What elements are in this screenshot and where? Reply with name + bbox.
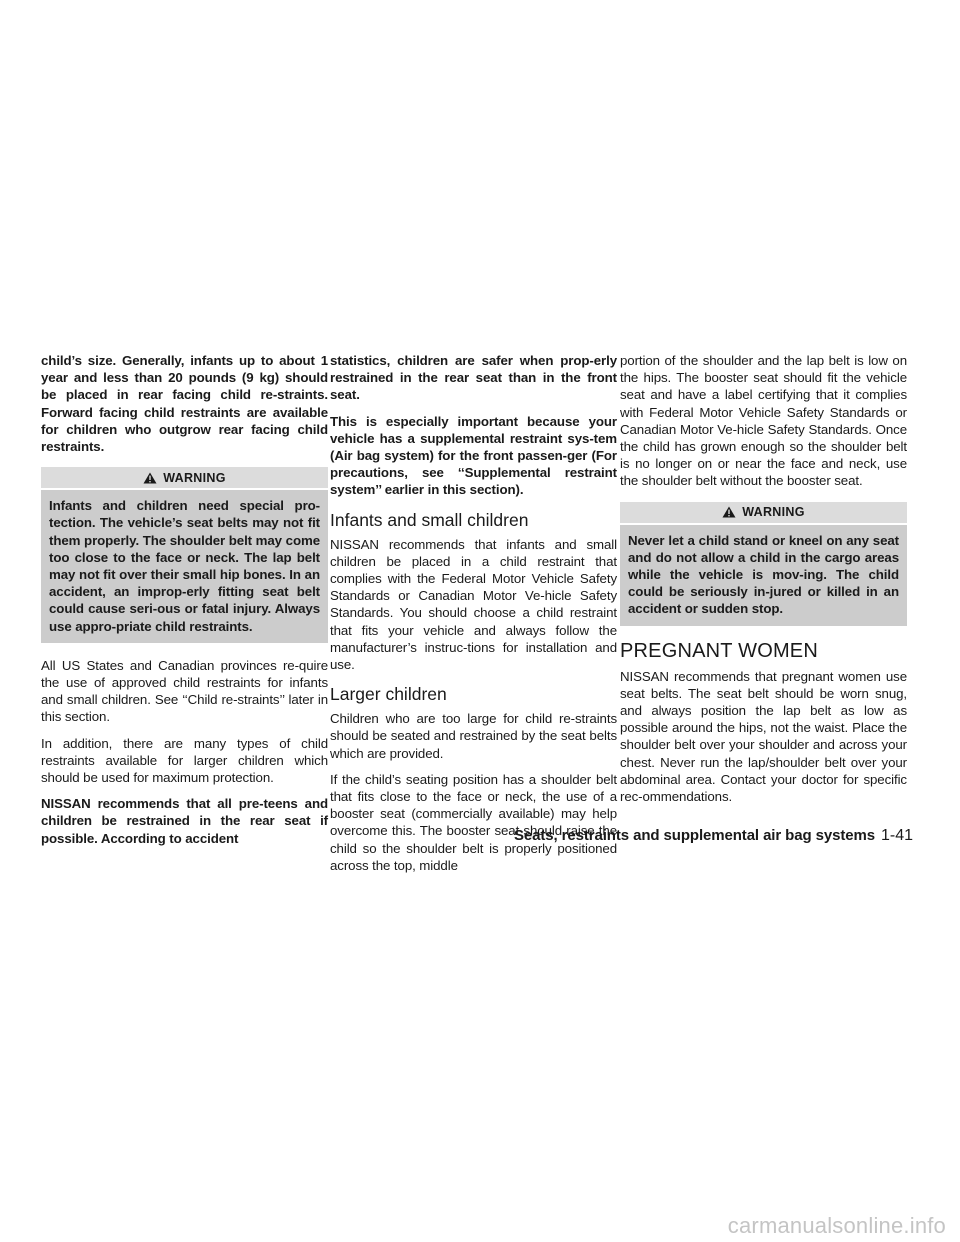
watermark: carmanualsonline.info xyxy=(727,1213,946,1238)
page-number: 1-41 xyxy=(880,827,913,844)
paragraph: All US States and Canadian provinces re-quire the use of approved child restraints for infants and small children. See ‘‘Child re-straints’’ later in this section. xyxy=(41,657,328,725)
section-heading-pregnant-women: PREGNANT WOMEN xyxy=(620,639,818,662)
column-3 xyxy=(620,352,907,814)
warning-box xyxy=(620,502,907,626)
page-footer xyxy=(514,827,913,845)
paragraph: NISSAN recommends that infants and small children be placed in a child restraint that complies with the Federal Motor Vehicle Safety Standards or Canadian Motor Ve-hicle Safety Standards. You should choose a child restraint that fits your vehicle and always follow the manufacturer’s instruc-tions for installation and use. xyxy=(330,536,617,673)
warning-text: Infants and children need special pro-tection. The vehicle’s seat belts may not fit them properly. The shoulder belt may come too close to the face or neck. The lap belt may not fit over their small hip bones. In an accident, an improp-erly fitting seat belt could cause seri-ous or fatal injury. Always use appro-priate child restraints. xyxy=(41,490,328,643)
footer-chapter-title: Seats, restraints and supplemental air bag systems xyxy=(513,827,875,844)
warning-triangle-icon xyxy=(143,472,157,484)
paragraph: If the child’s seating position has a shoulder belt that fits close to the face or neck, the use of a booster seat (commercially available) may help overcome this. The booster seat should raise the child so the shoulder belt is properly positioned across the top, middle xyxy=(330,771,617,873)
warning-header xyxy=(41,467,328,488)
paragraph: Children who are too large for child re-straints should be seated and restrained by the seat belts which are provided. xyxy=(330,711,617,761)
subheading-larger-children: Larger children xyxy=(330,684,447,705)
paragraph: In addition, there are many types of child restraints available for larger children which should be used for maximum protection. xyxy=(41,735,328,786)
paragraph: NISSAN recommends that pregnant women use seat belts. The seat belt should be worn snug, and always position the lap belt as low as possible around the hips, not the waist. Place the shoulder belt over your shoulder and across your chest. Never run the lap/shoulder belt over your abdominal area. Contact your doctor for specific rec-ommendations. xyxy=(620,668,907,805)
column-1 xyxy=(41,352,328,856)
paragraph: This is especially important because your vehicle has a supplemental restraint sys-tem (Air bag system) for the front passen-ger (For precautions, see ‘‘Supplemental restraint system’’ earlier in this section). xyxy=(330,413,617,498)
warning-box xyxy=(41,467,328,643)
paragraph: portion of the shoulder and the lap belt is low on the hips. The booster seat should fit the vehicle seat and have a label certifying that it complies with Federal Motor Vehicle Safety Standards or Canadian Motor Ve-hicle Safety Standards. Once the child has grown enough so the shoulder belt is no longer on or near the face and neck, use the shoulder belt without the booster seat. xyxy=(620,353,907,489)
paragraph: child’s size. Generally, infants up to about 1 year and less than 20 pounds (9 kg) should be placed in rear facing child re-straints. Forward facing child restraints are available for children who outgrow rear facing child restraints. xyxy=(41,353,328,455)
subheading-infants: Infants and small children xyxy=(330,509,529,530)
paragraph: NISSAN recommends that all pre-teens and children be restrained in the rear seat if possible. According to accident xyxy=(41,796,328,846)
warning-label: WARNING xyxy=(163,470,226,485)
column-2 xyxy=(330,352,617,883)
warning-triangle-icon xyxy=(722,506,736,518)
paragraph: statistics, children are safer when prop-erly restrained in the rear seat than in the front seat. xyxy=(330,353,617,403)
warning-text: Never let a child stand or kneel on any seat and do not allow a child in the cargo areas while the vehicle is mov-ing. The child could be seriously in-jured or killed in an accident or sudden stop. xyxy=(620,525,907,626)
warning-header xyxy=(620,502,907,523)
warning-label: WARNING xyxy=(742,505,805,520)
